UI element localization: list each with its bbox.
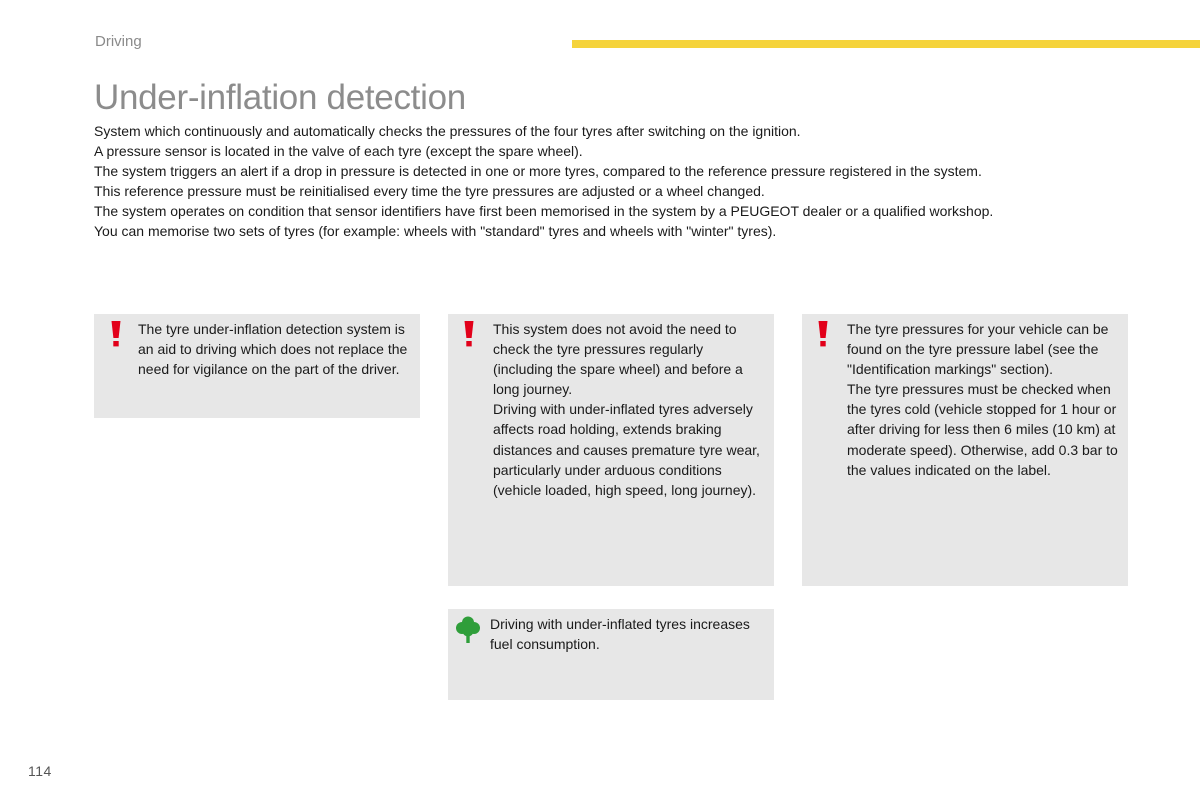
warning-paragraph: The tyre under-inflation detection system is an aid to driving which does not replace the need for vigilance on the part of the driver. xyxy=(138,321,408,378)
page-title: Under-inflation detection xyxy=(94,78,466,117)
warning-paragraph: This system does not avoid the need to check the tyre pressures regularly (including the spare wheel) and before a long journey. xyxy=(493,321,743,398)
exclamation-warning-icon xyxy=(109,320,123,348)
page-number: 114 xyxy=(28,763,52,779)
eco-note-text xyxy=(490,614,758,654)
warning-text xyxy=(138,319,408,379)
section-label: Driving xyxy=(95,33,142,50)
intro-paragraph: You can memorise two sets of tyres (for example: wheels with "standard" tyres and wheels with "winter" tyres). xyxy=(94,223,777,240)
intro-text xyxy=(94,121,1154,242)
exclamation-warning-icon xyxy=(816,320,830,348)
header-accent-bar xyxy=(572,40,1200,48)
intro-paragraph: The system operates on condition that sensor identifiers have first been memorised in the system by a PEUGEOT dealer or a qualified workshop. xyxy=(94,203,994,220)
exclamation-warning-icon xyxy=(462,320,476,348)
green-tree-icon xyxy=(456,616,480,644)
warning-text xyxy=(493,319,765,500)
warning-paragraph: Driving with under-inflated tyres adversely affects road holding, extends braking distances and causes premature tyre wear, particularly under arduous conditions (vehicle loaded, high speed, long journey). xyxy=(493,401,760,498)
warning-text xyxy=(847,319,1119,480)
eco-note-paragraph: Driving with under-inflated tyres increases fuel consumption. xyxy=(490,616,750,653)
intro-paragraph: A pressure sensor is located in the valve of each tyre (except the spare wheel). xyxy=(94,143,583,160)
intro-paragraph: This reference pressure must be reinitialised every time the tyre pressures are adjusted or a wheel changed. xyxy=(94,183,765,200)
intro-paragraph: The system triggers an alert if a drop in pressure is detected in one or more tyres, compared to the reference pressure registered in the system. xyxy=(94,163,982,180)
warning-paragraph: The tyre pressures for your vehicle can be found on the tyre pressure label (see the "Identification markings" section). xyxy=(847,321,1109,378)
intro-paragraph: System which continuously and automatically checks the pressures of the four tyres after switching on the ignition. xyxy=(94,123,801,139)
warning-paragraph: The tyre pressures must be checked when the tyres cold (vehicle stopped for 1 hour or after driving for less then 6 miles (10 km) at moderate speed). Otherwise, add 0.3 bar to the values indicated on the label. xyxy=(847,381,1118,478)
